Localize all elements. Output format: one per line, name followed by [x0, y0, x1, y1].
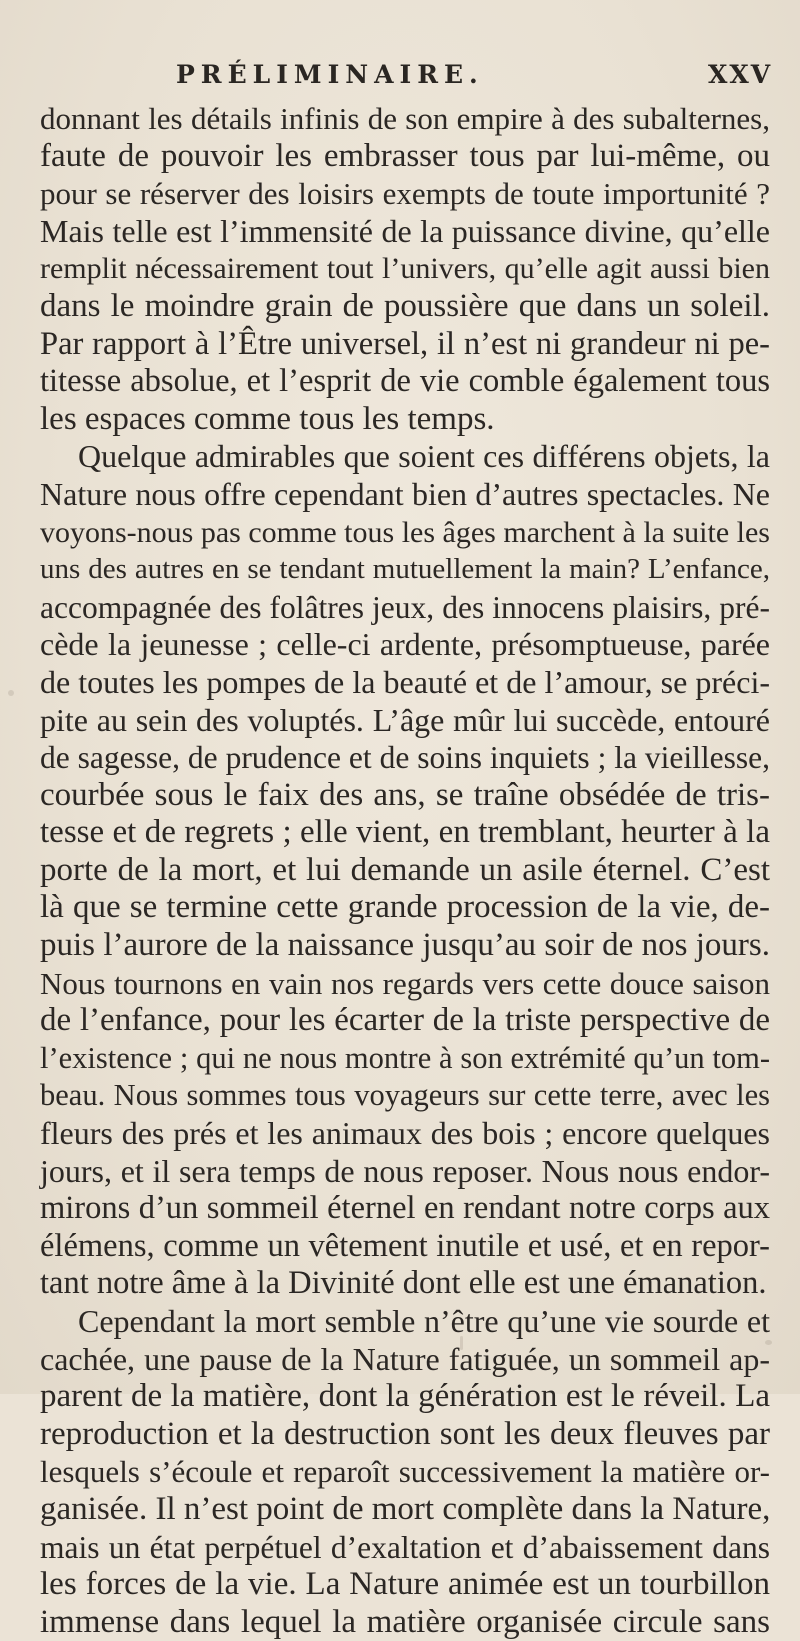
- text-line: mirons d’un sommeil éternel en rendant notre corps aux: [40, 1190, 770, 1227]
- text-line: l’existence ; qui ne nous montre à son extrémité qu’un tom-: [40, 1040, 770, 1075]
- text-line: lesquels s’écoule et reparoît successivement la matière or-: [40, 1454, 770, 1490]
- text-line: ganisée. Il n’est point de mort complète dans la Nature,: [40, 1490, 771, 1527]
- text-line: élémens, comme un vêtement inutile et usé, et en repor-: [40, 1227, 770, 1264]
- text-line: les espaces comme tous les temps.: [40, 400, 495, 437]
- text-line: tant notre âme à la Divinité dont elle est une émanation.: [40, 1265, 767, 1302]
- running-head: [0, 60, 800, 100]
- text-line: Nature nous offre cependant bien d’autres spectacles. Ne: [40, 475, 770, 512]
- text-line: tesse et de regrets ; elle vient, en tremblant, heurter à la: [40, 814, 770, 851]
- text-line: de toutes les pompes de la beauté et de l’amour, se préci-: [40, 663, 770, 700]
- text-line: les forces de la vie. La Nature animée est un tourbillon: [40, 1566, 770, 1603]
- text-line: cachée, une pause de la Nature fatiguée, un sommeil ap-: [40, 1340, 770, 1377]
- text-line: immense dans lequel la matière organisée circule sans: [40, 1603, 770, 1640]
- text-line: mais un état perpétuel d’exaltation et d’abaissement dans: [40, 1529, 770, 1565]
- text-line: reproduction et la destruction sont les deux fleuves par: [40, 1415, 770, 1452]
- text-line: remplit nécessairement tout l’univers, qu’elle agit aussi bien: [40, 252, 770, 286]
- text-line: Cependant la mort semble n’être qu’une vie sourde et: [78, 1303, 770, 1339]
- text-line: jours, et il sera temps de nous reposer. Nous nous endor-: [40, 1152, 770, 1189]
- text-line: pour se réserver des loisirs exempts de toute importunité ?: [40, 176, 770, 212]
- text-line: parent de la matière, dont la génération est le réveil. La: [40, 1378, 770, 1415]
- text-line: de sagesse, de prudence et de soins inquiets ; la vieillesse,: [40, 740, 770, 776]
- page-number: XXV: [708, 60, 773, 89]
- text-line: de l’enfance, pour les écarter de la triste perspective de: [40, 1002, 770, 1039]
- text-line: cède la jeunesse ; celle-ci ardente, présomptueuse, parée: [40, 626, 770, 663]
- text-line: Par rapport à l’Être universel, il n’est ni grandeur ni pe-: [40, 325, 770, 362]
- text-line: porte de la mort, et lui demande un asile éternel. C’est: [40, 851, 770, 888]
- text-line: Quelque admirables que soient ces différens objets, la: [78, 438, 770, 475]
- text-line: courbée sous le faix des ans, se traîne obsédée de tris-: [40, 776, 770, 813]
- text-line: puis l’aurore de la naissance jusqu’au soir de nos jours.: [40, 927, 770, 964]
- text-line: uns des autres en se tendant mutuellement la main? L’enfance,: [40, 553, 770, 586]
- text-line: là que se termine cette grande procession de la vie, de-: [40, 889, 770, 926]
- text-line: voyons-nous pas comme tous les âges marchent à la suite les: [40, 515, 770, 549]
- text-line: donnant les détails infinis de son empire à des subalternes,: [40, 101, 770, 136]
- text-line: faute de pouvoir les embrasser tous par lui-même, ou: [40, 137, 770, 174]
- text-line: beau. Nous sommes tous voyageurs sur cette terre, avec les: [40, 1078, 770, 1113]
- text-line: accompagnée des folâtres jeux, des innocens plaisirs, pré-: [40, 589, 770, 625]
- text-line: Nous tournons en vain nos regards vers cette douce saison: [40, 965, 770, 1001]
- paper-spot: [8, 690, 14, 696]
- text-line: Mais telle est l’immensité de la puissance divine, qu’elle: [40, 212, 770, 249]
- text-line: titesse absolue, et l’esprit de vie comble également tous: [40, 363, 770, 400]
- paper-spot: [765, 1340, 772, 1345]
- running-head-title: PRÉLIMINAIRE.: [176, 60, 484, 89]
- text-line: fleurs des prés et les animaux des bois ; encore quelques: [40, 1115, 770, 1152]
- text-line: pite au sein des voluptés. L’âge mûr lui succède, entouré: [40, 701, 770, 738]
- text-line: dans le moindre grain de poussière que dans un soleil.: [40, 287, 770, 324]
- body-text: [40, 100, 770, 1641]
- paper-spot: [460, 1336, 463, 1350]
